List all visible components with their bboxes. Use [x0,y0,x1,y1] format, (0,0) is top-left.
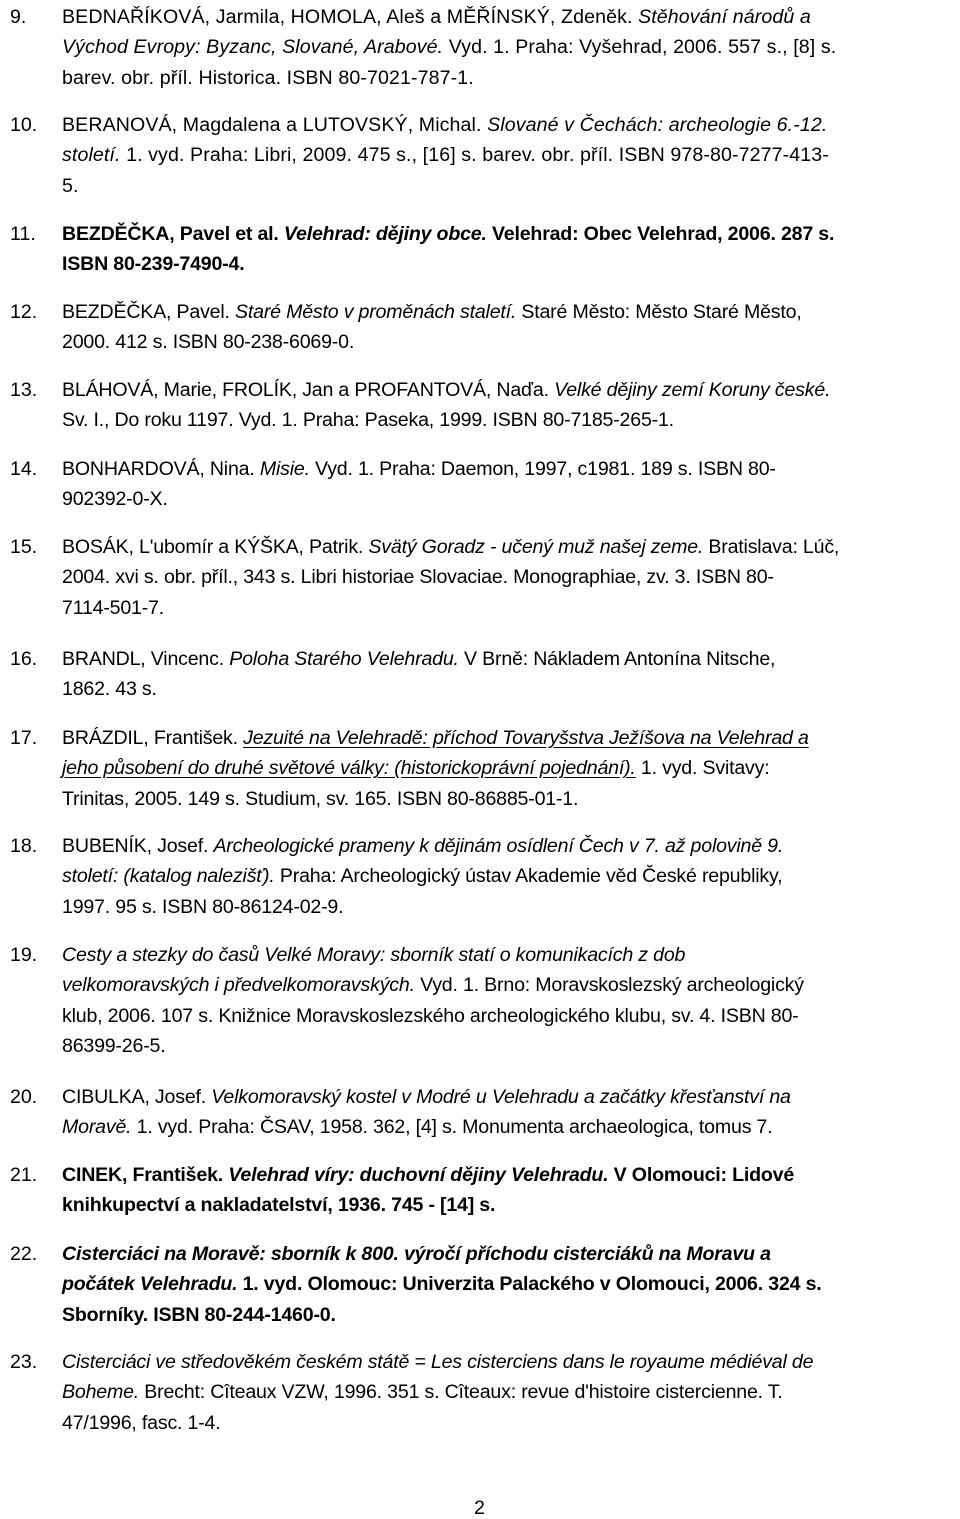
entry-title: Slované v Čechách: archeologie 6.-12. století. [62,114,828,167]
entry-text [62,1082,948,1143]
entry-title: Velehrad: dějiny obce. [283,223,487,245]
entry-text-segment: Brecht: Cîteaux VZW, 1996. 351 s. Cîteaux: revue d'histoire cistercienne. T. 47/1996, fasc. 1-4. [62,1381,783,1434]
entry-number: 19. [10,944,38,966]
page-number: 2 [474,1497,485,1519]
entry-number: 14. [10,458,38,480]
entry-text-segment: Vyd. 1. Praha: Daemon, 1997, c1981. 189 s. ISBN 80- 902392-0-X. [62,458,776,511]
entry-text-segment: Sv. I., Do roku 1197. Vyd. 1. Praha: Paseka, 1999. ISBN 80-7185-265-1. [62,409,674,432]
entry-text-segment: BEDNAŘÍKOVÁ, Jarmila, HOMOLA, Aleš a MĚŘÍNSKÝ, Zdeněk. [62,6,639,28]
entry-text-segment: Vyd. 1. Praha: Vyšehrad, 2006. 557 s., [8] s. barev. obr. příl. Historica. ISBN 80-7021-787-1. [62,36,837,89]
entry-text [62,297,948,358]
entry-number: 21. [10,1164,38,1186]
entry-number: 13. [10,379,38,401]
entry-text-segment: BONHARDOVÁ, Nina. [62,458,260,480]
entry-text-segment: Praha: Archeologický ústav Akademie věd České republiky, 1997. 95 s. ISBN 80-86124-02-9. [62,865,783,918]
entry-text-segment: V Brně: Nákladem Antonína Nitsche, 1862. 43 s. [62,648,776,701]
entry-text [62,831,948,922]
entry-title: Svätý Goradz - učený muž našej zeme. [368,536,704,558]
entry-text [62,2,948,93]
entry-text-segment: BRANDL, Vincenc. [62,648,230,670]
entry-number: 16. [10,648,38,670]
entry-text-segment: BUBENÍK, Josef. [62,835,214,857]
entry-text [62,375,948,436]
entry-number: 12. [10,301,38,323]
entry-text-segment: 1. vyd. Svitavy: Trinitas, 2005. 149 s. Studium, sv. 165. ISBN 80-86885-01-1. [62,757,770,810]
entry-text-segment: CINEK, František. [62,1164,229,1186]
entry-number: 18. [10,835,38,857]
entry-text-segment: 1. vyd. Praha: Libri, 2009. 475 s., [16] s. barev. obr. příl. ISBN 978-80-7277-413- 5. [62,144,829,197]
entry-text-segment: 1. vyd. Olomouc: Univerzita Palackého v Olomouci, 2006. 324 s. Sborníky. ISBN 80-244-1460-0. [62,1273,822,1326]
entry-title: Cisterciáci na Moravě: sborník k 800. výročí příchodu cisterciáků na Moravu a počátek Velehradu. [62,1243,771,1296]
entry-title: Misie. [259,458,310,480]
entry-text-segment: BERANOVÁ, Magdalena a LUTOVSKÝ, Michal. [62,114,488,136]
entry-text [62,644,948,705]
entry-number: 22. [10,1243,38,1265]
entry-title: Staré Město v proměnách staletí. [235,301,517,323]
entry-title: Velkomoravský kostel v Modré u Velehradu a začátky křesťanství na Moravě. [62,1086,791,1139]
entry-text-segment: Velehrad: Obec Velehrad, 2006. 287 s. ISBN 80-239-7490-4. [62,223,835,276]
entry-title: Stěhování národů a Východ Evropy: Byzanc, Slované, Arabové. [62,6,811,59]
entry-text [62,940,948,1061]
entry-title: Poloha Starého Velehradu. [229,648,459,670]
entry-text-segment: CIBULKA, Josef. [62,1086,212,1108]
entry-text-segment: BEZDĚČKA, Pavel. [62,301,236,323]
entry-number: 17. [10,727,38,749]
entry-title: Cisterciáci ve středověkém českém státě = Les cisterciens dans le royaume médiéval de Boheme. [62,1351,814,1404]
entry-title: Cesty a stezky do časů Velké Moravy: sborník statí o komunikacích z dob velkomoravských i předvelkomoravských. [62,944,686,997]
entry-text-segment: BRÁZDIL, František. [62,727,244,749]
entry-text-segment: 1. vyd. Praha: ČSAV, 1958. 362, [4] s. Monumenta archaeologica, tomus 7. [131,1116,773,1139]
entry-text-segment: Vyd. 1. Brno: Moravskoslezský archeologický klub, 2006. 107 s. Knižnice Moravskoslezského archeologického klubu, sv. 4. ISBN 80- 86399-26-5. [62,974,804,1057]
entry-text-segment: V Olomouci: Lidové knihkupectví a nakladatelství, 1936. 745 - [14] s. [62,1164,795,1217]
entry-text-segment: BOSÁK, L'ubomír a KÝŠKA, Patrik. [62,536,369,558]
entry-text [62,110,948,201]
entry-text [62,1239,948,1330]
entry-number: 11. [10,223,36,245]
entry-text-segment: BLÁHOVÁ, Marie, FROLÍK, Jan a PROFANTOVÁ, Naďa. [62,379,555,401]
entry-number: 23. [10,1351,38,1373]
entry-number: 9. [10,6,27,28]
entry-text-segment: Bratislava: Lúč, 2004. xvi s. obr. příl., 343 s. Libri historiae Slovaciae. Monographiae, zv. 3. ISBN 80- 7114-501-7. [62,536,840,619]
entry-title: Velehrad víry: duchovní dějiny Velehradu. [228,1164,609,1186]
entry-text [62,1160,948,1221]
entry-number: 10. [10,114,38,136]
entry-title: Jezuité na Velehradě: příchod Tovaryšstva Ježíšova na Velehrad a jeho působení do druhé světové války: (historickoprávní pojednání). [62,727,809,780]
entry-text [62,219,948,280]
entry-text [62,1347,948,1438]
entry-text [62,723,948,814]
entry-text-segment: BEZDĚČKA, Pavel et al. [62,223,284,245]
entry-text [62,532,948,623]
entry-number: 15. [10,536,38,558]
entry-text [62,454,948,515]
entry-number: 20. [10,1086,38,1108]
entry-text-segment: Staré Město: Město Staré Město, 2000. 412 s. ISBN 80-238-6069-0. [62,301,802,354]
entry-title: Velké dějiny zemí Koruny české. [554,379,831,401]
entry-title: Archeologické prameny k dějinám osídlení Čech v 7. až polovině 9. století: (katalog nalezišť). [62,835,784,888]
